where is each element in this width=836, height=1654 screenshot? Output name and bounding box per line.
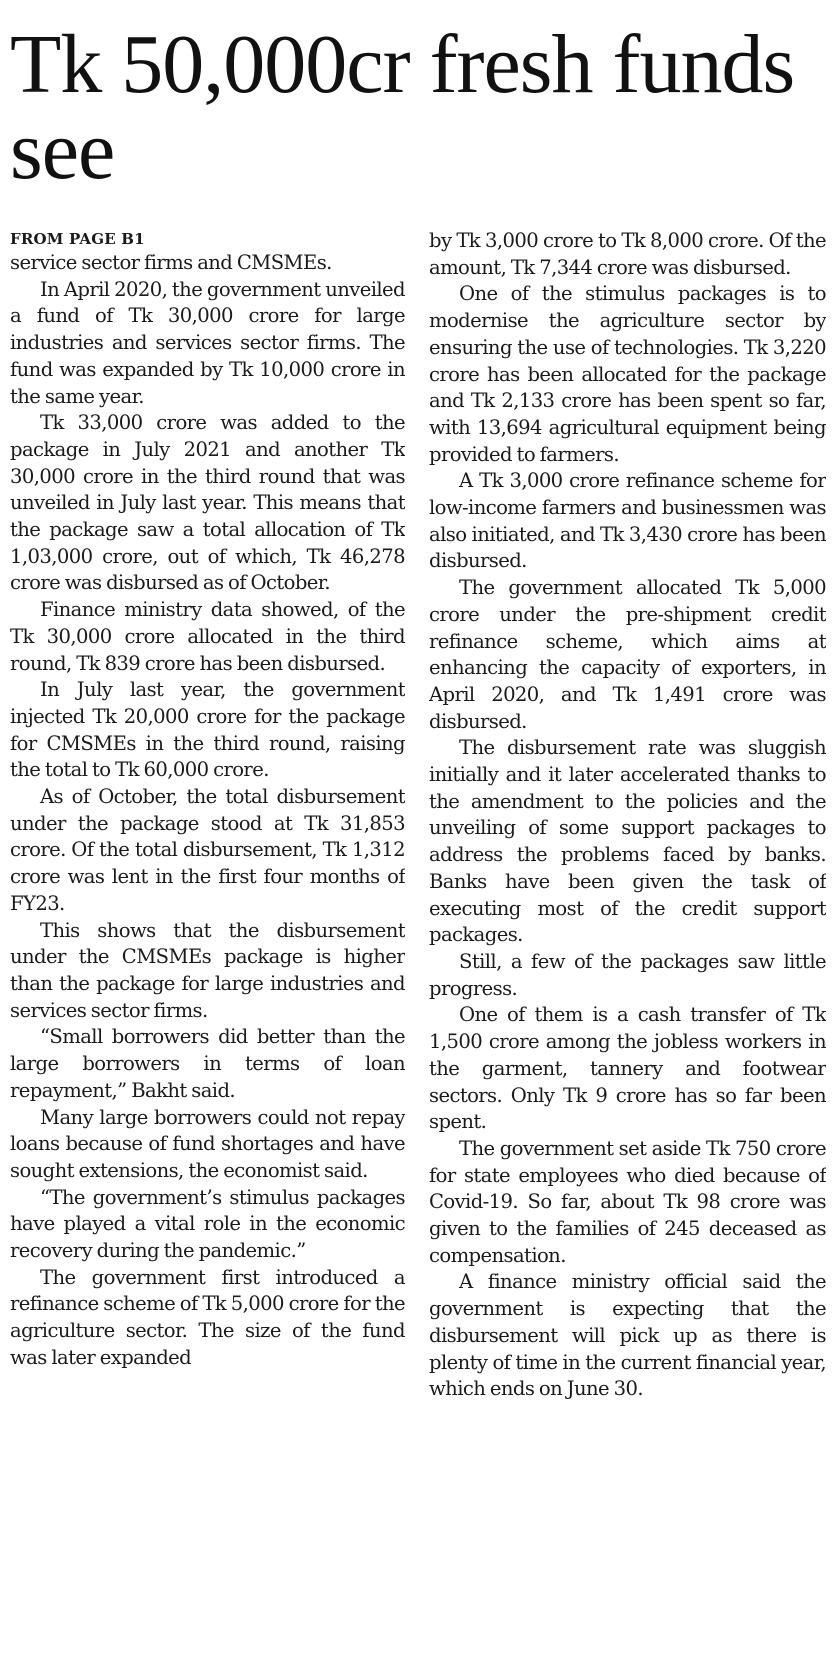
paragraph: A Tk 3,000 crore refinance scheme for low-income farmers and businessmen was also initiated, and Tk 3,430 crore has been disbursed.: [429, 469, 826, 573]
paragraph: As of October, the total disbursement under the package stood at Tk 31,853 crore. Of the total disbursement, Tk 1,312 crore was lent in the first four months of FY23.: [10, 785, 405, 915]
article-body: [10, 228, 826, 1648]
paragraph: “Small borrowers did better than the large borrowers in terms of loan repayment,” Bakht said.: [10, 1025, 405, 1102]
paragraph: In July last year, the government injected Tk 20,000 crore for the package for CMSMEs in the third round, raising the total to Tk 60,000 crore.: [10, 678, 405, 782]
paragraph: Finance ministry data showed, of the Tk 30,000 crore allocated in the third round, Tk 839 crore has been disbursed.: [10, 598, 405, 675]
continuation-kicker: FROM PAGE B1: [10, 230, 145, 248]
paragraph: One of them is a cash transfer of Tk 1,500 crore among the jobless workers in the garment, tannery and footwear sectors. Only Tk 9 crore has so far been spent.: [429, 1003, 826, 1134]
right-column: [429, 228, 826, 1648]
paragraph: The government allocated Tk 5,000 crore under the pre-shipment credit refinance scheme, which aims at enhancing the capacity of exporters, in April 2020, and Tk 1,491 crore was disbursed.: [429, 576, 826, 733]
paragraph: Tk 33,000 crore was added to the package in July 2021 and another Tk 30,000 crore in the third round that was unveiled in July last year. This means that the package saw a total allocation of Tk 1,03,000 crore, out of which, Tk 46,278 crore was disbursed as of October.: [10, 411, 405, 595]
paragraph: by Tk 3,000 crore to Tk 8,000 crore. Of the amount, Tk 7,344 crore was disbursed.: [429, 229, 826, 279]
paragraph: The government set aside Tk 750 crore for state employees who died because of Covid-19. So far, about Tk 98 crore was given to the families of 245 deceased as compensation.: [429, 1136, 826, 1267]
headline: Tk 50,000cr fresh funds see: [10, 18, 795, 197]
left-column: [10, 228, 405, 1648]
paragraph: Still, a few of the packages saw little progress.: [429, 949, 826, 1000]
paragraph: “The government’s stimulus packages have played a vital role in the economic recovery during the pandemic.”: [10, 1185, 405, 1263]
paragraph: One of the stimulus packages is to modernise the agriculture sector by ensuring the use of technologies. Tk 3,220 crore has been allocated for the package and Tk 2,133 crore has been spent so far, with 13,694 agricultural equipment being provided to farmers.: [429, 282, 826, 466]
paragraph: The government first introduced a refinance scheme of Tk 5,000 crore for the agriculture sector. The size of the fund was later expanded: [10, 1265, 405, 1369]
paragraph: Many large borrowers could not repay loans because of fund shortages and have sought extensions, the economist said.: [10, 1105, 405, 1182]
paragraph: A finance ministry official said the government is expecting that the disbursement will pick up as there is plenty of time in the current financial year, which ends on June 30.: [429, 1270, 826, 1401]
paragraph: The disbursement rate was sluggish initially and it later accelerated thanks to the amendment to the policies and the unveiling of some support packages to address the problems faced by banks. Banks have been given the task of executing most of the credit support packages.: [429, 736, 826, 947]
paragraph: In April 2020, the government unveiled a fund of Tk 30,000 crore for large industries and services sector firms. The fund was expanded by Tk 10,000 crore in the same year.: [10, 277, 405, 408]
paragraph: service sector firms and CMSMEs.: [10, 251, 332, 274]
paragraph: This shows that the disbursement under the CMSMEs package is higher than the package for large industries and services sector firms.: [10, 918, 405, 1022]
